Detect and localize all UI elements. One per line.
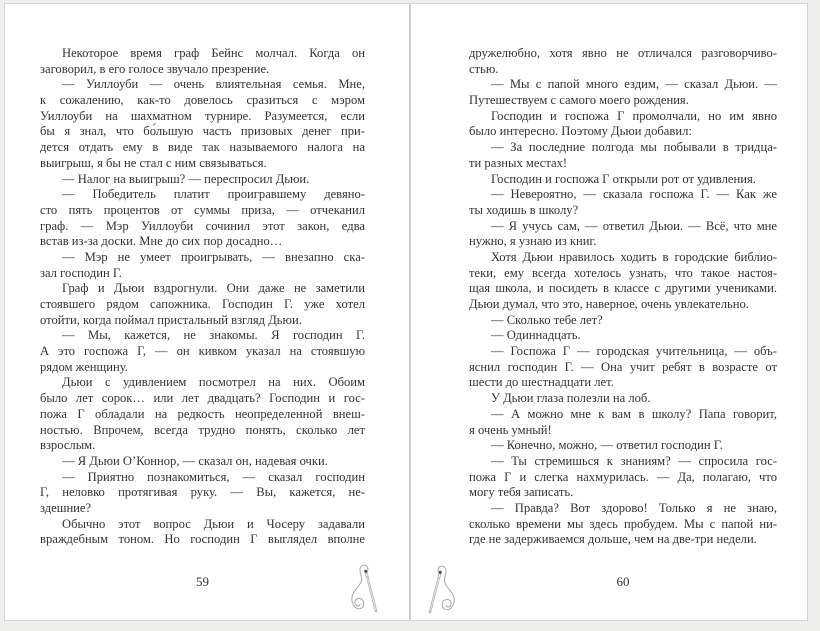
text-line: пожа Г и слегка нахмурилась. — Да, полагаю, что xyxy=(469,469,777,484)
text-line: Господин и госпожа Г открыли рот от удивления. xyxy=(491,171,756,186)
text-line: Г, неловко протягивая руку. — Вы, кажется, не- xyxy=(40,485,365,500)
text-line: Дьюи с удивлением посмотрел на них. Обоим xyxy=(62,375,365,390)
text-line: враждебным тоном. Но господин Г выглядел вполне xyxy=(40,532,365,547)
text-line: зал господин Г. xyxy=(40,265,122,280)
text-line: ты ходишь в школу? xyxy=(469,202,579,217)
text-line: ти разных местах! xyxy=(469,155,568,170)
text-line: выигрыш, я бы не стал с ним связываться. xyxy=(40,155,267,170)
text-line: щая школа, и посидеть в классе с другими учениками. xyxy=(469,281,777,296)
text-line: — Сколько тебе лет? xyxy=(491,312,603,327)
text-line: теки, ему всегда хотелось узнать, что такое настоя- xyxy=(469,265,777,280)
text-line: — А можно мне к вам в школу? Папа говорит, xyxy=(491,406,777,421)
text-line: рядом женщину. xyxy=(40,359,128,374)
text-line: У Дьюи глаза полезли на лоб. xyxy=(491,391,651,406)
text-line: Граф и Дьюи вздрогнули. Они даже не заметили xyxy=(62,281,365,296)
text-line: — Мэр не умеет проигрывать, — внезапно ска- xyxy=(62,249,365,264)
text-line: — Правда? Вот здорово! Только я не знаю, xyxy=(491,500,777,515)
page-left-text xyxy=(40,46,365,548)
text-line: — Уиллоуби — очень влиятельная семья. Мне, xyxy=(62,77,365,92)
page-left xyxy=(5,4,409,620)
text-line: А это госпожа Г, — он кивком указал на стоявшую xyxy=(40,344,365,359)
text-line: сколько времени мы здесь пробудем. Мы с папой ни- xyxy=(469,516,777,531)
text-line: пожа Г обладали на редкость неопределенной внеш- xyxy=(40,406,365,421)
text-line: могу тебя записать. xyxy=(469,485,574,500)
text-line: взрослым. xyxy=(40,438,96,453)
text-line: заговорил, в его голосе звучало презрение. xyxy=(40,61,270,76)
book xyxy=(4,3,808,621)
text-line: — Я учусь сам, — ответил Дьюи. — Всё, что мне xyxy=(491,218,777,233)
text-line: — За последние полгода мы побывали в тридца- xyxy=(491,140,777,155)
text-line: где не задерживаемся дольше, чем на две-три недели. xyxy=(469,532,757,547)
text-line: было интересно. Поэтому Дьюи добавил: xyxy=(469,124,692,139)
text-line: Уиллоуби на шахматном турнире. Разумеется, если xyxy=(40,108,365,123)
text-line: стью. xyxy=(469,61,499,76)
page-right-text xyxy=(469,46,777,548)
page-number-left: 59 xyxy=(196,574,209,589)
text-line: — Налог на выигрыш? — переспросил Дьюи. xyxy=(62,171,310,186)
text-line: Обычно этот вопрос Дьюи и Чосеру задавали xyxy=(62,516,365,531)
text-line: — Ты стремишься к знаниям? — спросила гос- xyxy=(491,453,777,468)
text-line: — Мы, кажется, не знакомы. Я господин Г. xyxy=(62,328,365,343)
text-line: Некоторое время граф Бейнс молчал. Когда он xyxy=(62,46,365,60)
text-line: — Победитель платит проигравшему девяно- xyxy=(62,187,365,202)
text-line: — Невероятно, — сказала госпожа Г. — Как же xyxy=(491,187,777,202)
needle-and-thread-icon xyxy=(349,564,383,616)
text-line: — Приятно познакомиться, — сказал господин xyxy=(62,469,365,484)
text-line: шести до шестнадцати лет. xyxy=(469,375,614,390)
text-line: — Конечно, можно, — ответил господин Г. xyxy=(491,438,723,453)
text-line: — Мы с папой много ездим, — сказал Дьюи. — xyxy=(491,77,777,92)
text-line: нужно, я узнаю из книг. xyxy=(469,234,597,249)
text-line: Дьюи думал, что это, наверное, очень увлекательно. xyxy=(469,297,749,311)
text-line: граф. — Мэр Уиллоуби сочинил этот закон, едва xyxy=(40,218,365,233)
text-line: бы я знал, что бо́льшую часть призовых денег при- xyxy=(40,124,365,139)
text-line: здешние? xyxy=(40,500,92,515)
text-line: — Госпожа Г — городская учительница, — объ- xyxy=(491,344,777,359)
text-line: Господин и госпожа Г промолчали, но им явно xyxy=(491,108,777,123)
text-line: было лет сорок… или лет двадцать? Господин и гос- xyxy=(40,391,365,406)
text-line: к сожалению, как-то довелось сразиться с мэром xyxy=(40,93,365,108)
text-line: дется отдать ему в виде так называемого налога на xyxy=(40,140,365,155)
text-line: дружелюбно, хотя явно не отличался разговорчиво- xyxy=(469,46,777,60)
needle-and-thread-icon xyxy=(423,565,457,617)
text-line: встав из-за доски. Мне до сих пор досадно… xyxy=(40,234,283,249)
text-line: сто пять процентов от суммы приза, — отчеканил xyxy=(40,202,365,217)
text-line: я очень умный! xyxy=(469,422,552,437)
text-line: Хотя Дьюи нравилось ходить в городские библио- xyxy=(491,249,777,264)
text-line: отойти, когда поймал пристальный взгляд Дьюи. xyxy=(40,312,302,327)
text-line: ностью. Впрочем, всегда трудно понять, сколько лет xyxy=(40,422,365,437)
text-line: — Одиннадцать. xyxy=(491,328,581,343)
text-line: стоявшего рядом сапожника. Господин Г. уже хотел xyxy=(40,297,365,311)
text-line: яснил господин Г. — Она учит ребят в возрасте от xyxy=(469,359,777,374)
text-line: — Я Дьюи О’Коннор, — сказал он, надевая очки. xyxy=(62,453,328,468)
page-right xyxy=(411,4,807,620)
page-number-right: 60 xyxy=(616,574,630,589)
text-line: Путешествуем с самого моего рождения. xyxy=(469,93,689,108)
